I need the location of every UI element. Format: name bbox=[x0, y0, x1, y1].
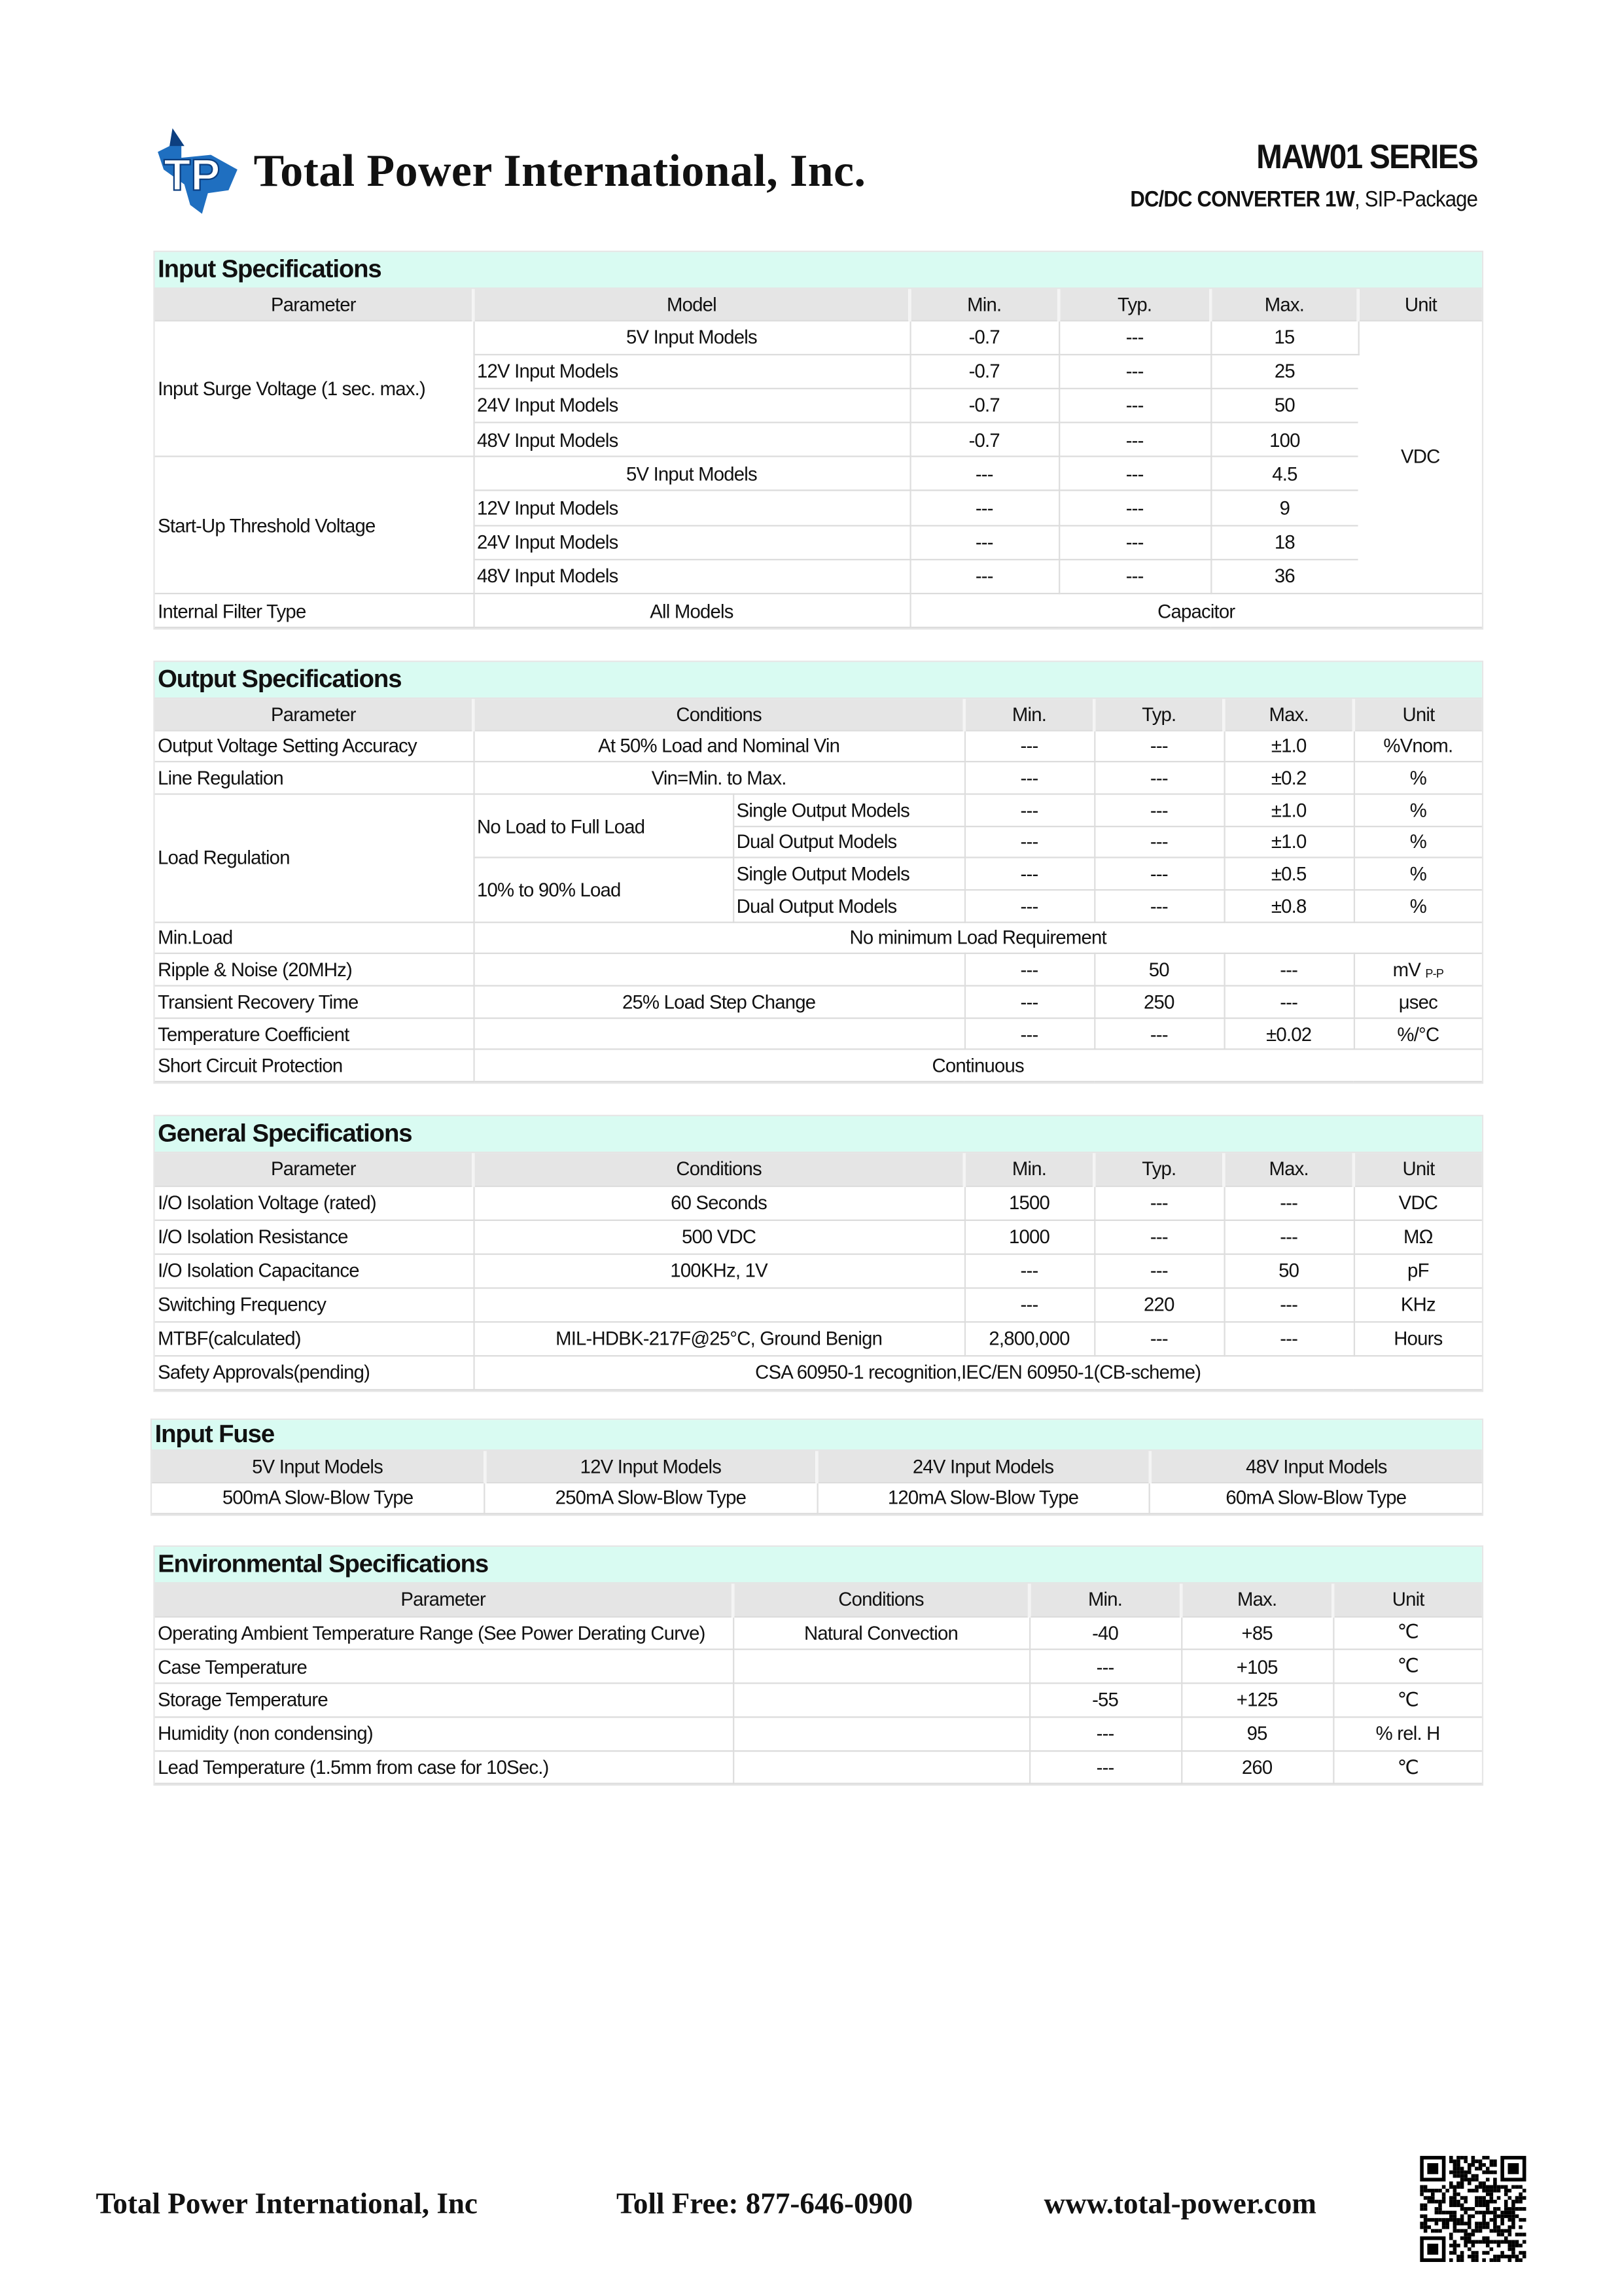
environmental-specifications-section bbox=[153, 1545, 1483, 1786]
table-cell: Capacitor bbox=[909, 593, 1481, 627]
table-cell: Short Circuit Protection bbox=[155, 1050, 474, 1082]
general-specifications-section bbox=[153, 1115, 1483, 1392]
table-cell: +125 bbox=[1181, 1684, 1333, 1717]
table-cell: ±0.5 bbox=[1224, 858, 1353, 890]
table-cell: --- bbox=[1094, 794, 1224, 826]
table-cell: 100KHz, 1V bbox=[473, 1254, 964, 1288]
table-row bbox=[155, 1650, 1482, 1683]
table-row bbox=[155, 762, 1482, 794]
table-cell: ±0.2 bbox=[1224, 762, 1353, 794]
table-cell: --- bbox=[1224, 986, 1353, 1018]
table-header-row bbox=[152, 1451, 1482, 1482]
table-cell: KHz bbox=[1354, 1287, 1482, 1321]
table-cell: --- bbox=[1224, 1186, 1353, 1220]
table-cell: Lead Temperature (1.5mm from case for 10Sec.) bbox=[155, 1750, 733, 1784]
section-title: Input Fuse bbox=[152, 1420, 1482, 1451]
footer-company: Total Power International, Inc bbox=[96, 2188, 478, 2221]
table-cell: Dual Output Models bbox=[733, 826, 964, 858]
table-cell: Safety Approvals(pending) bbox=[155, 1355, 474, 1389]
table-cell: I/O Isolation Resistance bbox=[155, 1220, 474, 1254]
table-cell: --- bbox=[1224, 1287, 1353, 1321]
table-cell: -0.7 bbox=[909, 354, 1059, 388]
column-header: Min. bbox=[909, 289, 1059, 320]
table-cell: Case Temperature bbox=[155, 1650, 733, 1683]
table-cell: --- bbox=[1059, 491, 1210, 525]
table-cell: 220 bbox=[1094, 1287, 1224, 1321]
column-header: Model bbox=[473, 289, 909, 320]
table-row bbox=[155, 1684, 1482, 1717]
table-cell: 48V Input Models bbox=[473, 423, 909, 457]
column-header: 24V Input Models bbox=[817, 1451, 1149, 1482]
table-row bbox=[155, 320, 1482, 354]
table-cell: 260 bbox=[1181, 1750, 1333, 1784]
table-cell: --- bbox=[964, 890, 1094, 922]
table-cell: Vin=Min. to Max. bbox=[473, 762, 964, 794]
table-row bbox=[155, 1220, 1482, 1254]
column-header: Min. bbox=[1029, 1583, 1181, 1616]
table-cell: 24V Input Models bbox=[473, 525, 909, 559]
table-row bbox=[155, 794, 1482, 826]
table-cell: --- bbox=[1059, 559, 1210, 593]
param-cell: Input Surge Voltage (1 sec. max.) bbox=[155, 320, 474, 457]
table-row bbox=[155, 1017, 1482, 1050]
table-cell: 25 bbox=[1210, 354, 1358, 388]
column-header: 12V Input Models bbox=[484, 1451, 817, 1482]
table-row bbox=[155, 1355, 1482, 1389]
table-cell: No minimum Load Requirement bbox=[473, 922, 1481, 954]
table-row bbox=[155, 954, 1482, 986]
input-fuse-table bbox=[152, 1451, 1482, 1514]
table-cell bbox=[733, 1717, 1029, 1750]
column-header: Parameter bbox=[155, 699, 474, 730]
table-cell: Line Regulation bbox=[155, 762, 474, 794]
table-cell: -55 bbox=[1029, 1684, 1181, 1717]
subtitle-rest: , SIP-Package bbox=[1354, 187, 1478, 213]
table-cell: 4.5 bbox=[1210, 457, 1358, 491]
column-header: Parameter bbox=[155, 1583, 733, 1616]
table-cell bbox=[473, 954, 964, 986]
column-header: Unit bbox=[1354, 699, 1482, 730]
section-title: General Specifications bbox=[155, 1116, 1482, 1153]
table-cell: 2,800,000 bbox=[964, 1321, 1094, 1355]
environmental-specifications-table bbox=[155, 1583, 1482, 1785]
table-cell: --- bbox=[1029, 1717, 1181, 1750]
column-header: Unit bbox=[1333, 1583, 1482, 1616]
table-row bbox=[155, 1186, 1482, 1220]
table-row bbox=[155, 730, 1482, 762]
product-subtitle bbox=[1130, 187, 1477, 212]
table-cell: --- bbox=[1094, 1017, 1224, 1050]
table-cell: --- bbox=[1029, 1650, 1181, 1683]
table-row bbox=[155, 1254, 1482, 1288]
table-row bbox=[155, 1750, 1482, 1784]
ripple-unit-sub: P-P bbox=[1425, 967, 1444, 981]
unit-cell: VDC bbox=[1358, 320, 1482, 593]
table-cell: 60mA Slow-Blow Type bbox=[1150, 1482, 1482, 1513]
column-header: Typ. bbox=[1094, 1153, 1224, 1186]
table-cell bbox=[733, 1750, 1029, 1784]
column-header: Max. bbox=[1224, 1153, 1353, 1186]
table-cell bbox=[733, 1684, 1029, 1717]
table-cell: 12V Input Models bbox=[473, 491, 909, 525]
table-row bbox=[152, 1482, 1482, 1513]
table-cell: --- bbox=[964, 954, 1094, 986]
table-cell: Humidity (non condensing) bbox=[155, 1717, 733, 1750]
table-cell: -0.7 bbox=[909, 389, 1059, 423]
table-cell: % bbox=[1354, 794, 1482, 826]
table-row bbox=[155, 922, 1482, 954]
table-cell: Internal Filter Type bbox=[155, 593, 474, 627]
table-cell: pF bbox=[1354, 1254, 1482, 1288]
column-header: Min. bbox=[964, 699, 1094, 730]
unit-cell bbox=[1354, 954, 1482, 986]
table-cell: --- bbox=[1059, 457, 1210, 491]
table-cell: I/O Isolation Voltage (rated) bbox=[155, 1186, 474, 1220]
table-cell: ℃ bbox=[1333, 1684, 1482, 1717]
svg-text:TP: TP bbox=[164, 150, 220, 200]
condition-cell: 10% to 90% Load bbox=[473, 858, 733, 922]
table-cell: I/O Isolation Capacitance bbox=[155, 1254, 474, 1288]
series-title: MAW01 SERIES bbox=[1256, 137, 1478, 176]
table-cell: %/°C bbox=[1354, 1017, 1482, 1050]
table-row bbox=[155, 986, 1482, 1018]
table-cell: % rel. H bbox=[1333, 1717, 1482, 1750]
table-row bbox=[155, 1050, 1482, 1082]
table-cell: % bbox=[1354, 762, 1482, 794]
table-cell: 25% Load Step Change bbox=[473, 986, 964, 1018]
table-cell: 100 bbox=[1210, 423, 1358, 457]
table-cell: 50 bbox=[1224, 1254, 1353, 1288]
table-cell: +85 bbox=[1181, 1616, 1333, 1650]
table-cell: 500 VDC bbox=[473, 1220, 964, 1254]
column-header: Conditions bbox=[473, 699, 964, 730]
table-row bbox=[155, 1321, 1482, 1355]
table-cell: ℃ bbox=[1333, 1750, 1482, 1784]
table-cell: ℃ bbox=[1333, 1616, 1482, 1650]
table-cell: Output Voltage Setting Accuracy bbox=[155, 730, 474, 762]
table-cell: --- bbox=[1059, 423, 1210, 457]
table-cell: Transient Recovery Time bbox=[155, 986, 474, 1018]
table-cell: ±0.8 bbox=[1224, 890, 1353, 922]
table-cell: 50 bbox=[1094, 954, 1224, 986]
table-cell: All Models bbox=[473, 593, 909, 627]
table-cell: 18 bbox=[1210, 525, 1358, 559]
table-row bbox=[155, 1616, 1482, 1650]
table-cell: Single Output Models bbox=[733, 794, 964, 826]
table-cell: Operating Ambient Temperature Range (See Power Derating Curve) bbox=[155, 1616, 733, 1650]
table-cell: CSA 60950-1 recognition,IEC/EN 60950-1(CB-scheme) bbox=[473, 1355, 1481, 1389]
table-cell: --- bbox=[964, 1017, 1094, 1050]
table-row bbox=[155, 1717, 1482, 1750]
input-specifications-section bbox=[153, 251, 1483, 630]
section-title: Environmental Specifications bbox=[155, 1547, 1482, 1583]
subtitle-bold: DC/DC CONVERTER 1W bbox=[1130, 187, 1355, 213]
table-cell: MΩ bbox=[1354, 1220, 1482, 1254]
table-cell: --- bbox=[1094, 1254, 1224, 1288]
column-header: Min. bbox=[964, 1153, 1094, 1186]
table-cell: ℃ bbox=[1333, 1650, 1482, 1683]
company-name: Total Power International, Inc. bbox=[253, 144, 866, 196]
table-cell: 1000 bbox=[964, 1220, 1094, 1254]
company-logo-icon bbox=[152, 126, 243, 217]
table-cell: 36 bbox=[1210, 559, 1358, 593]
table-cell: --- bbox=[1094, 858, 1224, 890]
footer-website[interactable]: www.total-power.com bbox=[1044, 2188, 1317, 2221]
table-cell: ±1.0 bbox=[1224, 794, 1353, 826]
column-header: Conditions bbox=[473, 1153, 964, 1186]
table-cell: -40 bbox=[1029, 1616, 1181, 1650]
table-cell: VDC bbox=[1354, 1186, 1482, 1220]
footer-phone: Toll Free: 877-646-0900 bbox=[616, 2188, 913, 2221]
table-header-row bbox=[155, 1583, 1482, 1616]
table-cell: % bbox=[1354, 826, 1482, 858]
column-header: Max. bbox=[1210, 289, 1358, 320]
column-header: Unit bbox=[1358, 289, 1482, 320]
input-specifications-table bbox=[155, 289, 1482, 629]
output-specifications-table bbox=[155, 699, 1482, 1082]
column-header: Parameter bbox=[155, 1153, 474, 1186]
table-cell: --- bbox=[1094, 762, 1224, 794]
table-row bbox=[155, 593, 1482, 627]
table-cell: --- bbox=[1224, 1321, 1353, 1355]
table-row bbox=[155, 1287, 1482, 1321]
table-cell: 95 bbox=[1181, 1717, 1333, 1750]
section-title: Input Specifications bbox=[155, 252, 1482, 289]
ripple-unit: mV bbox=[1392, 959, 1421, 981]
table-cell: Storage Temperature bbox=[155, 1684, 733, 1717]
table-cell: --- bbox=[964, 858, 1094, 890]
condition-cell: No Load to Full Load bbox=[473, 794, 733, 858]
table-cell: --- bbox=[909, 559, 1059, 593]
table-cell: ±0.02 bbox=[1224, 1017, 1353, 1050]
table-cell: MIL-HDBK-217F@25°C, Ground Benign bbox=[473, 1321, 964, 1355]
table-cell: --- bbox=[1224, 1220, 1353, 1254]
table-cell: -0.7 bbox=[909, 423, 1059, 457]
param-cell: Start-Up Threshold Voltage bbox=[155, 457, 474, 593]
table-cell: 1500 bbox=[964, 1186, 1094, 1220]
table-cell: %Vnom. bbox=[1354, 730, 1482, 762]
table-cell: --- bbox=[1224, 954, 1353, 986]
table-cell: 50 bbox=[1210, 389, 1358, 423]
table-cell: 48V Input Models bbox=[473, 559, 909, 593]
table-cell: At 50% Load and Nominal Vin bbox=[473, 730, 964, 762]
table-cell: μsec bbox=[1354, 986, 1482, 1018]
table-cell: --- bbox=[964, 826, 1094, 858]
table-row bbox=[155, 457, 1482, 491]
table-cell: 500mA Slow-Blow Type bbox=[152, 1482, 484, 1513]
table-cell bbox=[473, 1017, 964, 1050]
table-cell: --- bbox=[1059, 320, 1210, 354]
column-header: Typ. bbox=[1059, 289, 1210, 320]
table-header-row bbox=[155, 289, 1482, 320]
table-cell: --- bbox=[1094, 730, 1224, 762]
column-header: 5V Input Models bbox=[152, 1451, 484, 1482]
table-cell: --- bbox=[1059, 389, 1210, 423]
table-cell: --- bbox=[1094, 1186, 1224, 1220]
section-title: Output Specifications bbox=[155, 662, 1482, 699]
table-cell: 60 Seconds bbox=[473, 1186, 964, 1220]
table-cell: Min.Load bbox=[155, 922, 474, 954]
table-cell: 15 bbox=[1210, 320, 1358, 354]
table-cell: % bbox=[1354, 890, 1482, 922]
column-header: Max. bbox=[1181, 1583, 1333, 1616]
table-header-row bbox=[155, 699, 1482, 730]
table-cell bbox=[733, 1650, 1029, 1683]
table-cell: 250 bbox=[1094, 986, 1224, 1018]
table-cell: Natural Convection bbox=[733, 1616, 1029, 1650]
table-cell: Dual Output Models bbox=[733, 890, 964, 922]
table-cell: 250mA Slow-Blow Type bbox=[484, 1482, 817, 1513]
table-cell: 5V Input Models bbox=[473, 320, 909, 354]
table-cell: -0.7 bbox=[909, 320, 1059, 354]
table-cell: --- bbox=[909, 457, 1059, 491]
table-cell: --- bbox=[964, 762, 1094, 794]
input-fuse-section bbox=[150, 1419, 1483, 1515]
table-cell: ±1.0 bbox=[1224, 730, 1353, 762]
table-cell: --- bbox=[1059, 354, 1210, 388]
table-header-row bbox=[155, 1153, 1482, 1186]
table-cell: --- bbox=[964, 1254, 1094, 1288]
table-cell: Single Output Models bbox=[733, 858, 964, 890]
param-cell: Load Regulation bbox=[155, 794, 474, 921]
table-cell: +105 bbox=[1181, 1650, 1333, 1683]
table-cell: --- bbox=[964, 1287, 1094, 1321]
column-header: Max. bbox=[1224, 699, 1353, 730]
qr-code-icon bbox=[1420, 2156, 1526, 2262]
table-cell: --- bbox=[1094, 826, 1224, 858]
column-header: Typ. bbox=[1094, 699, 1224, 730]
table-cell: Ripple & Noise (20MHz) bbox=[155, 954, 474, 986]
column-header: Unit bbox=[1354, 1153, 1482, 1186]
table-cell: --- bbox=[1094, 1321, 1224, 1355]
table-cell: 12V Input Models bbox=[473, 354, 909, 388]
table-cell: --- bbox=[964, 730, 1094, 762]
table-cell: MTBF(calculated) bbox=[155, 1321, 474, 1355]
table-cell: --- bbox=[909, 491, 1059, 525]
table-cell: --- bbox=[1029, 1750, 1181, 1784]
table-cell: 9 bbox=[1210, 491, 1358, 525]
table-cell: --- bbox=[964, 986, 1094, 1018]
table-cell: Continuous bbox=[473, 1050, 1481, 1082]
table-cell: 120mA Slow-Blow Type bbox=[817, 1482, 1149, 1513]
table-cell: ±1.0 bbox=[1224, 826, 1353, 858]
table-cell: --- bbox=[1094, 890, 1224, 922]
column-header: 48V Input Models bbox=[1150, 1451, 1482, 1482]
table-cell: --- bbox=[1059, 525, 1210, 559]
table-cell: --- bbox=[964, 794, 1094, 826]
column-header: Parameter bbox=[155, 289, 474, 320]
table-cell: --- bbox=[909, 525, 1059, 559]
table-cell: Temperature Coefficient bbox=[155, 1017, 474, 1050]
table-cell: --- bbox=[1094, 1220, 1224, 1254]
table-cell: % bbox=[1354, 858, 1482, 890]
column-header: Conditions bbox=[733, 1583, 1029, 1616]
table-cell bbox=[473, 1287, 964, 1321]
table-cell: 5V Input Models bbox=[473, 457, 909, 491]
table-cell: Hours bbox=[1354, 1321, 1482, 1355]
table-cell: Switching Frequency bbox=[155, 1287, 474, 1321]
output-specifications-section bbox=[153, 661, 1483, 1084]
table-cell: 24V Input Models bbox=[473, 389, 909, 423]
general-specifications-table bbox=[155, 1153, 1482, 1390]
